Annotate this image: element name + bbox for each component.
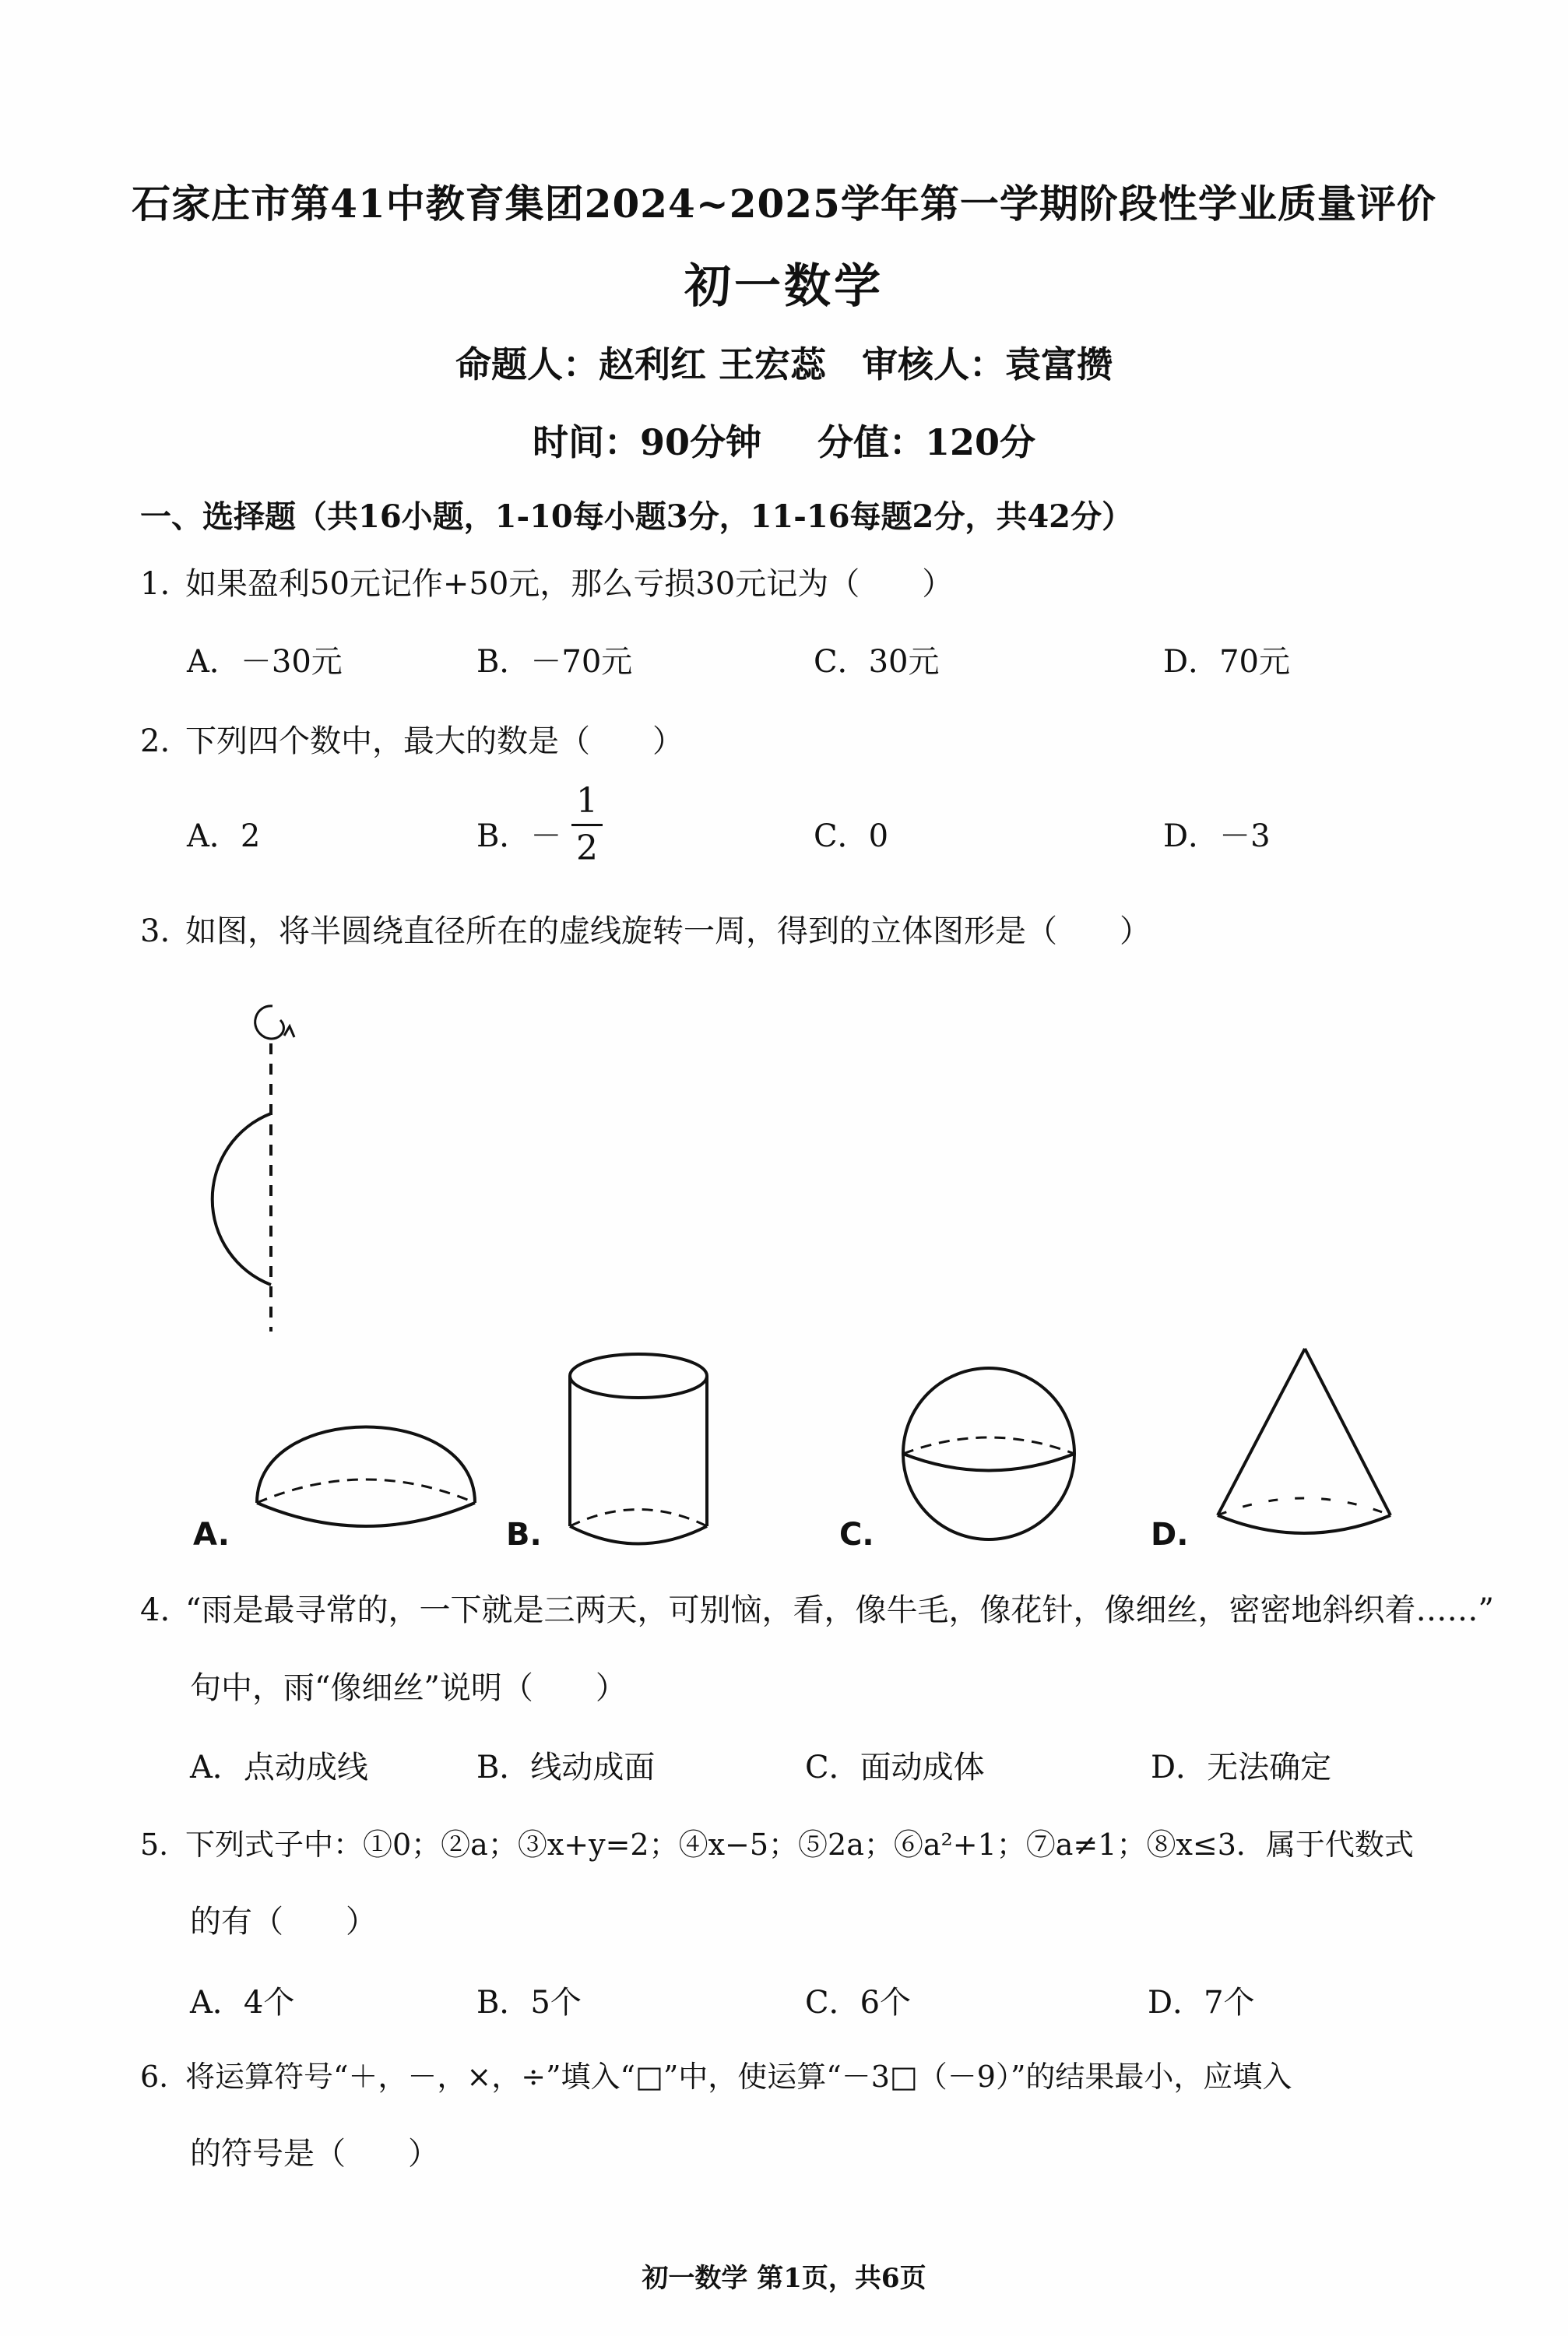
option-c: C．0 [814,818,889,854]
section-heading: 一、选择题（共16小题，1-10每小题3分，11-16每题2分，共42分） [140,498,1134,535]
option-a: A．点动成线 [190,1750,368,1785]
option-d: D．7个 [1148,1985,1255,2021]
question-3 [140,906,1151,951]
authors-line: 命题人：赵利红 王宏蕊 审核人：袁富攒 [455,343,1113,385]
question-text-line1: 将运算符号“＋，－，×，÷”填入“□”中，使运算“－3□（－9）”的结果最小，应填入 [185,2060,1292,2094]
arrowhead-icon [284,1026,294,1037]
question-text-line1: “雨是最寻常的，一下就是三两天，可别恼，看，像牛毛，像花针，像细丝，密密地斜织着……” [185,1592,1494,1628]
question-4-line2: 句中，雨“像细丝”说明（ ） [190,1670,627,1706]
time-score-line [0,414,1568,466]
hemisphere-shape [249,1386,483,1565]
option-b: B．5个 [476,1985,582,2021]
option-d: D．70元 [1163,644,1290,680]
rotation-arrow-icon [255,1006,284,1039]
option-d: D．－3 [1163,818,1271,854]
question-number: 2. [140,723,171,759]
question-number: 4. [140,1592,171,1628]
question-text-line1: 下列式子中：①0；②a；③x+y=2；④x−5；⑤2a；⑥a²+1；⑦a≠1；⑧x≤3．属于代数式 [185,1828,1414,1862]
option-b: B．线动成面 [476,1750,656,1785]
option-c: C．30元 [814,644,940,680]
time-info: 时间：90分钟 [532,421,761,463]
fraction-one-half [571,782,603,868]
option-c: C．面动成体 [805,1750,985,1785]
option-d: D．无法确定 [1151,1750,1332,1785]
cone-shape [1207,1339,1401,1557]
option-a: A．2 [187,818,261,854]
score-info: 分值：120分 [817,421,1036,463]
exam-title: 石家庄市第41中教育集团2024~2025学年第一学期阶段性学业质量评价 [132,181,1436,227]
question-5 [140,1821,1414,1863]
question-4 [140,1585,1494,1630]
figure-label-d: D. [1151,1517,1189,1553]
option-a: A．－30元 [187,644,343,680]
question-number: 1. [140,566,171,602]
figure-label-b: B. [506,1517,542,1553]
question-6 [140,2053,1292,2095]
option-b: B．－70元 [476,644,633,680]
fraction-denominator: 2 [576,829,598,868]
question-text: 下列四个数中，最大的数是（ ） [185,723,684,759]
semicircle-arc [213,1113,271,1285]
question-text: 如图，将半圆绕直径所在的虚线旋转一周，得到的立体图形是（ ） [185,913,1151,949]
fraction-numerator: 1 [576,781,598,821]
figure-label-a: A. [193,1517,230,1553]
option-c: C．6个 [805,1985,912,2021]
question-text: 如果盈利50元记作+50元，那么亏损30元记为（ ） [185,566,954,602]
question-1 [140,559,953,603]
page-footer: 初一数学 第1页，共6页 [642,2263,926,2294]
cylinder-shape [561,1351,716,1561]
subject-title: 初一数学 [684,259,884,314]
question-number: 5. [140,1828,169,1862]
question-number: 6. [140,2060,169,2094]
question-number: 3. [140,913,171,949]
sphere-shape [895,1359,1082,1553]
question-5-line2: 的有（ ） [190,1904,377,1940]
question-6-line2: 的符号是（ ） [190,2136,439,2172]
option-b: B．－ [476,818,562,854]
option-a: A．4个 [190,1985,295,2021]
semicircle-figure [156,989,311,1339]
question-2 [140,716,684,761]
fraction-bar [571,824,603,826]
figure-label-c: C. [839,1517,874,1553]
